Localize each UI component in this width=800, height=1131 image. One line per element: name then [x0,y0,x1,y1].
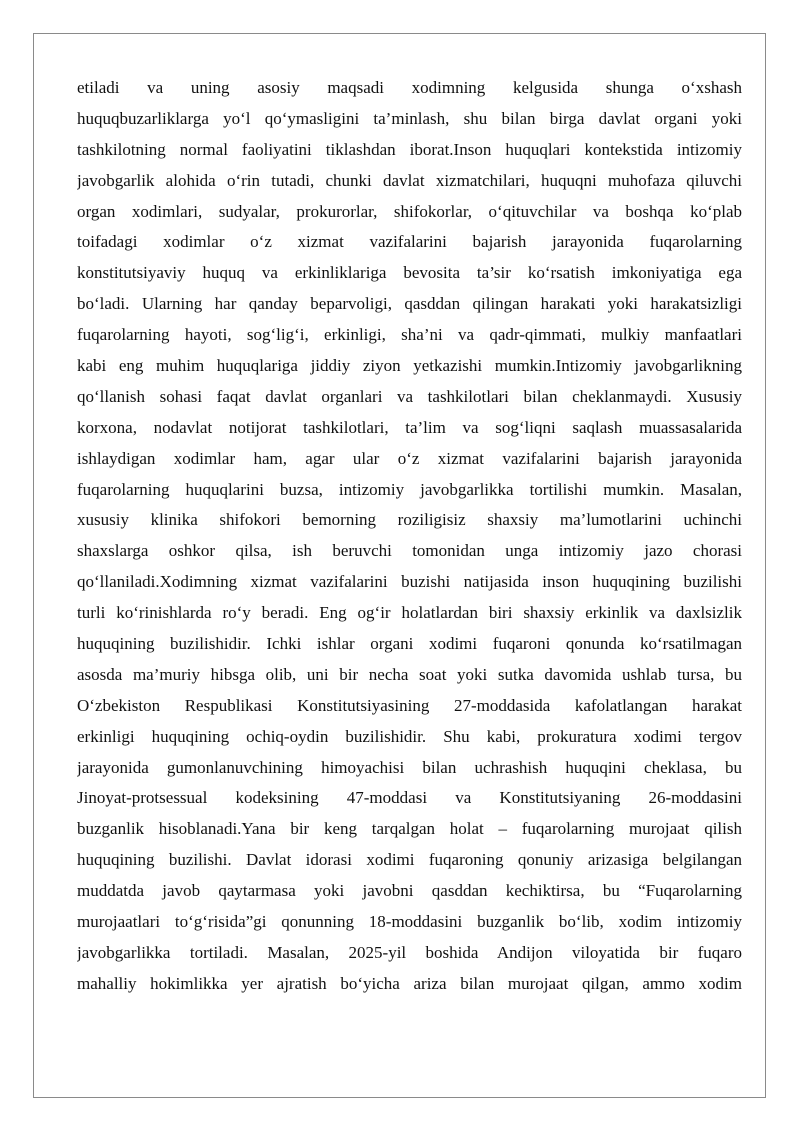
text-line: fuqarolarning huquqlarini buzsa, intizomiy javobgarlikka tortilishi mumkin. Masalan, [77,479,742,499]
text-line: xususiy klinika shifokori bemorning roziligisiz shaxsiy ma’lumotlarini uchinchi [77,510,742,530]
text-line: tashkilotning normal faoliyatini tiklashdan iborat.Inson huquqlari kontekstida intizomiy [77,139,742,159]
text-line: javobgarlik alohida o‘rin tutadi, chunki davlat xizmatchilari, huquqni muhofaza qiluvchi [77,170,742,190]
text-line: korxona, nodavlat notijorat tashkilotlari, ta’lim va sog‘liqni saqlash muassasalarida [77,417,742,437]
text-line: javobgarlikka tortiladi. Masalan, 2025-yil boshida Andijon viloyatida bir fuqaro [77,942,742,962]
text-line: bo‘ladi. Ularning har qanday beparvoligi, qasddan qilingan harakati yoki harakatsizligi [77,294,742,314]
text-line: huquqining buzilishi. Davlat idorasi xodimi fuqaroning qonuniy arizasiga belgilangan [77,850,742,870]
text-line: huquqbuzarliklarga yo‘l qo‘ymasligini ta’minlash, shu bilan birga davlat organi yoki [77,108,742,128]
text-line: organ xodimlari, sudyalar, prokurorlar, shifokorlar, o‘qituvchilar va boshqa ko‘plab [77,201,742,221]
text-line: toifadagi xodimlar o‘z xizmat vazifalarini bajarish jarayonida fuqarolarning [77,232,742,252]
text-line: erkinligi huquqining ochiq-oydin buzilishidir. Shu kabi, prokuratura xodimi tergov [77,726,742,746]
text-line: O‘zbekiston Respublikasi Konstitutsiyasining 27-moddasida kafolatlangan harakat [77,695,742,715]
text-line: buzganlik hisoblanadi.Yana bir keng tarqalgan holat – fuqarolarning murojaat qilish [77,819,742,839]
text-line: fuqarolarning hayoti, sog‘lig‘i, erkinligi, sha’ni va qadr-qimmati, mulkiy manfaatlari [77,325,742,345]
text-line: qo‘llanish sohasi faqat davlat organlari va tashkilotlari bilan cheklanmaydi. Xususiy [77,386,742,406]
text-line: shaxslarga oshkor qilsa, ish beruvchi tomonidan unga intizomiy jazo chorasi [77,541,742,561]
text-line: kabi eng muhim huquqlariga jiddiy ziyon yetkazishi mumkin.Intizomiy javobgarlikning [77,356,742,376]
text-line: qo‘llaniladi.Xodimning xizmat vazifalarini buzishi natijasida inson huquqining buzilishi [77,572,742,592]
text-line: jarayonida gumonlanuvchining himoyachisi bilan uchrashish huquqini cheklasa, bu [77,757,742,777]
text-line: murojaatlari to‘g‘risida”gi qonunning 18-moddasini buzganlik bo‘lib, xodim intizomiy [77,912,742,932]
text-line: muddatda javob qaytarmasa yoki javobni qasddan kechiktirsa, bu “Fuqarolarning [77,881,742,901]
text-line: Jinoyat-protsessual kodeksining 47-moddasi va Konstitutsiyaning 26-moddasini [77,788,742,808]
text-line: etiladi va uning asosiy maqsadi xodimning kelgusida shunga o‘xshash [77,78,742,97]
text-line: asosda ma’muriy hibsga olib, uni bir necha soat yoki sutka davomida ushlab tursa, bu [77,664,742,684]
text-line: konstitutsiyaviy huquq va erkinliklariga bevosita ta’sir ko‘rsatish imkoniyatiga ega [77,263,742,283]
text-line: mahalliy hokimlikka yer ajratish bo‘yicha ariza bilan murojaat qilgan, ammo xodim [77,973,742,993]
text-line: turli ko‘rinishlarda ro‘y beradi. Eng og‘ir holatlardan biri shaxsiy erkinlik va daxlsizlik [77,603,742,623]
document-body [77,73,742,1000]
text-line: huquqining buzilishidir. Ichki ishlar organi xodimi fuqaroni qonunda ko‘rsatilmagan [77,634,742,654]
text-line: ishlaydigan xodimlar ham, agar ular o‘z xizmat vazifalarini bajarish jarayonida [77,448,742,468]
